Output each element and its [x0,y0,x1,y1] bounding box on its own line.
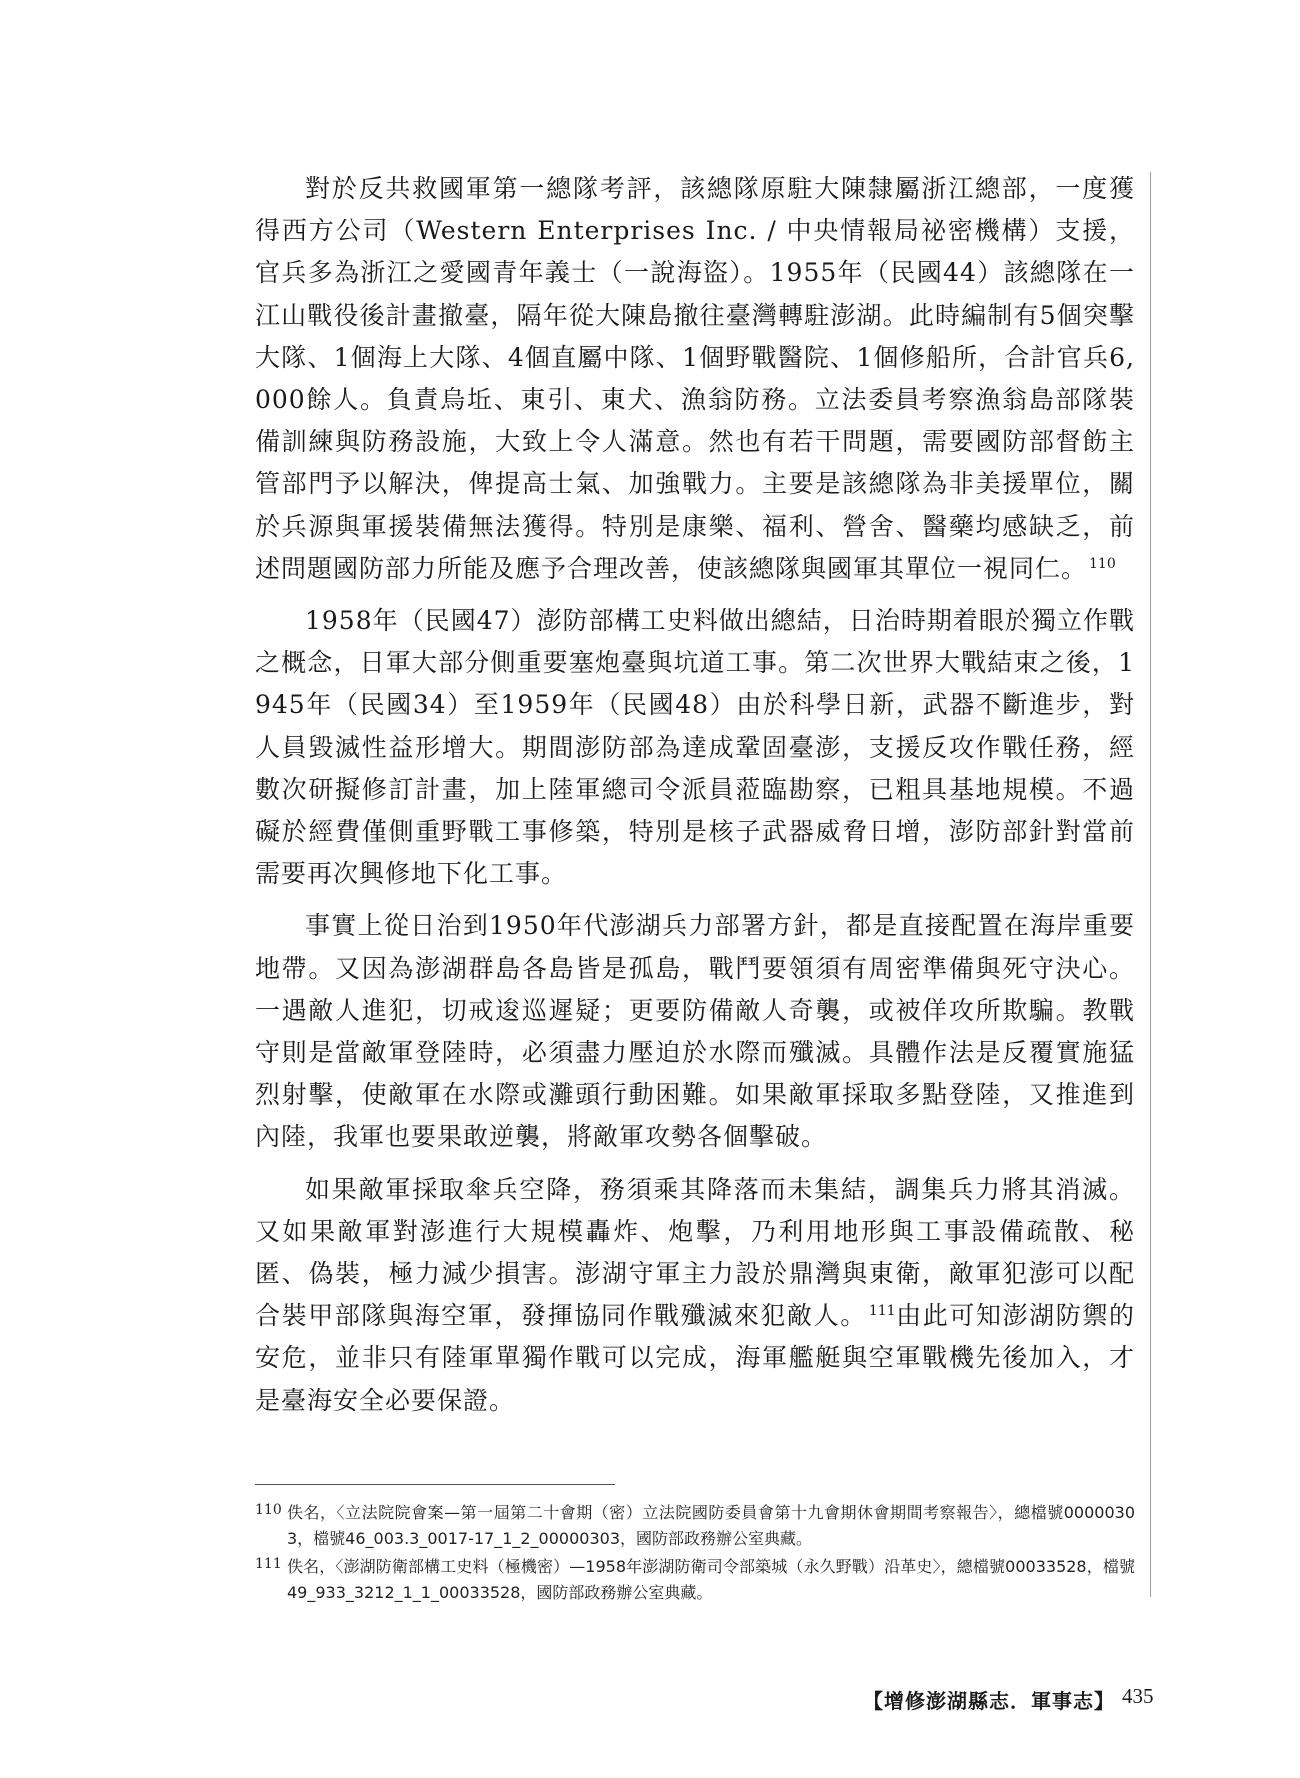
paragraph-text: 如果敵軍採取傘兵空降，務須乘其降落而未集結，調集兵力將其消滅。又如果敵軍對澎進行大規模轟炸、炮擊，乃利用地形與工事設備疏散、秘匿、偽裝，極力減少損害。澎湖守軍主力設於鼎灣與東衛，敵軍犯澎可以配合裝甲部隊與海空軍，發揮協同作戰殲滅來犯敵人。 [255,1174,1135,1331]
paragraph-3 [255,905,1135,1158]
paragraph-4 [255,1169,1135,1422]
margin-rule [1150,172,1151,1597]
body-text [255,168,1135,1432]
footnote-text: 佚名，〈立法院院會案—第一屆第二十會期（密）立法院國防委員會第十九會期休會期間考察報告〉，總檔號00000303，檔號46_003.3_0017-17_1_2_00000303，國防部政務辦公室典藏。 [287,1503,1135,1548]
footnote-text: 佚名，〈澎湖防衛部構工史料（極機密）—1958年澎湖防衛司令部築城（永久野戰）沿革史〉，總檔號00033528，檔號49_933_3212_1_1_00033528，國防部政務辦公室典藏。 [287,1557,1135,1602]
paragraph-2 [255,600,1135,895]
footnote-number: 111 [255,1556,282,1572]
footnote-111 [255,1554,1135,1606]
footnote-ref-111[interactable]: 111 [868,1302,896,1319]
footnote-ref-110[interactable]: 110 [1089,555,1116,572]
footnote-number: 110 [255,1502,282,1518]
footnotes [255,1500,1135,1608]
paragraph-text: 對於反共救國軍第一總隊考評，該總隊原駐大陳隸屬浙江總部，一度獲得西方公司（Western Enterprises Inc. / 中央情報局祕密機構）支援，官兵多為浙江之愛國青年義士（一說海盜）。1955年（民國44）該總隊在一江山戰役後計畫撤臺，隔年從大陳島撤往臺灣轉駐澎湖。此時編制有5個突擊大隊、1個海上大隊、4個直屬中隊、1個野戰醫院、1個修船所，合計官兵6,000餘人。負責烏坵、東引、東犬、漁翁防務。立法委員考察漁翁島部隊裝備訓練與防務設施，大致上令人滿意。然也有若干問題，需要國防部督飭主管部門予以解決，俾提高士氣、加強戰力。主要是該總隊為非美援單位，關於兵源與軍援裝備無法獲得。特別是康樂、福利、營舍、醫藥均感缺乏，前述問題國防部力所能及應予合理改善，使該總隊與國軍其單位一視同仁。 [255,174,1135,583]
paragraph-1 [255,168,1135,590]
paragraph-text: 1958年（民國47）澎防部構工史料做出總結，日治時期着眼於獨立作戰之概念，日軍大部分側重要塞炮臺與坑道工事。第二次世界大戰結束之後，1945年（民國34）至1959年（民國48）由於科學日新，武器不斷進步，對人員毀滅性益形增大。期間澎防部為達成鞏固臺澎，支援反攻作戰任務，經數次研擬修訂計畫，加上陸軍總司令派員蒞臨勘察，已粗具基地規模。不過礙於經費僅側重野戰工事修築，特別是核子武器威脅日增，澎防部針對當前需要再次興修地下化工事。 [255,606,1135,889]
page-number: 435 [1122,1684,1154,1708]
footnote-separator [255,1484,615,1485]
paragraph-text: 事實上從日治到1950年代澎湖兵力部署方針，都是直接配置在海岸重要地帶。又因為澎湖群島各島皆是孤島，戰鬥要領須有周密準備與死守決心。一遇敵人進犯，切戒逡巡遲疑；更要防備敵人奇襲，或被佯攻所欺騙。教戰守則是當敵軍登陸時，必須盡力壓迫於水際而殲滅。具體作法是反覆實施猛烈射擊，使敵軍在水際或灘頭行動困難。如果敵軍採取多點登陸，又推進到內陸，我軍也要果敢逆襲，將敵軍攻勢各個擊破。 [255,911,1135,1152]
footnote-110 [255,1500,1135,1552]
paragraph-text-tail: 由此可知澎湖防禦的安危，並非只有陸軍單獨作戰可以完成，海軍艦艇與空軍戰機先後加入，才是臺海安全必要保證。 [255,1301,1135,1415]
running-title: 【增修澎湖縣志．軍事志】 [863,1689,1115,1713]
